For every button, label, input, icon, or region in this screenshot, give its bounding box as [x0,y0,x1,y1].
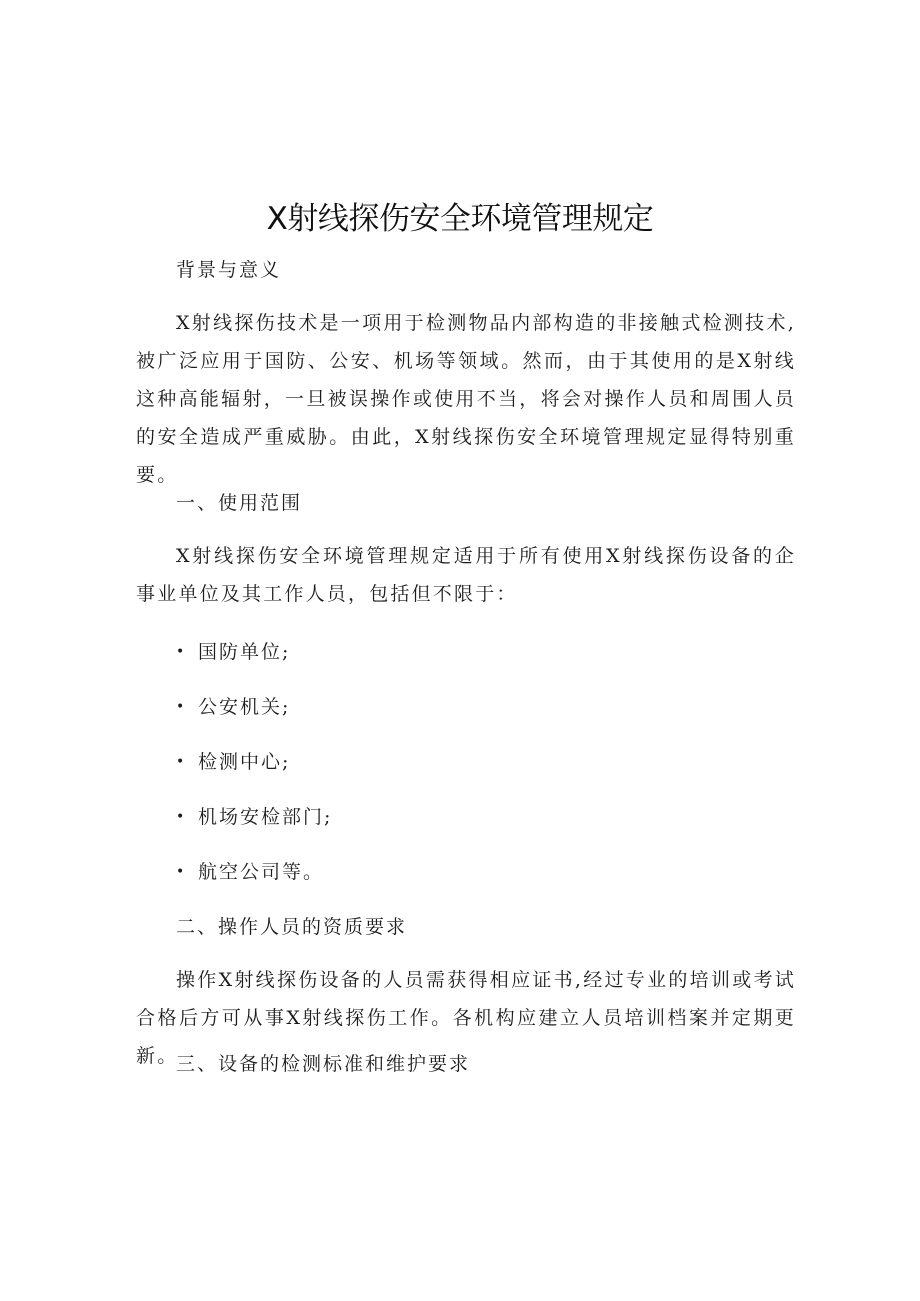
section-1-heading: 一、使用范围 [176,492,303,514]
background-paragraph: X射线探伤技术是一项用于检测物品内部构造的非接触式检测技术,被广泛应用于国防、公安、机场等领域。然而，由于其使用的是X射线这种高能辐射，一旦被误操作或使用不当，将会对操作人员和周围人员的安全造成严重威胁。由此，X射线探伤安全环境管理规定显得特别重要。 [136,312,796,486]
scope-item-text: 国防单位; [198,641,291,663]
bullet-icon: • [176,699,187,715]
scope-list-item [176,747,290,774]
bullet-icon: • [176,754,187,770]
scope-list-item [176,637,290,664]
scope-item-text: 航空公司等。 [198,861,325,883]
section-2-heading: 二、操作人员的资质要求 [176,916,408,938]
section-1-paragraph: X射线探伤安全环境管理规定适用于所有使用X射线探伤设备的企事业单位及其工作人员，包括但不限于： [136,545,796,605]
section-2-paragraph: 操作X射线探伤设备的人员需获得相应证书,经过专业的培训或考试合格后方可从事X射线探伤工作。各机构应建立人员培训档案并定期更新。 [136,969,796,1067]
bullet-icon: • [176,644,187,660]
scope-item-text: 公安机关; [198,696,291,718]
scope-list-item [176,857,324,884]
bullet-icon: • [176,809,187,825]
bullet-icon: • [176,864,187,880]
scope-list-item [176,692,290,719]
scope-list-item [176,802,332,829]
scope-item-text: 机场安检部门; [198,806,333,828]
background-heading: 背景与意义 [176,259,282,281]
scope-item-text: 检测中心; [198,751,291,773]
section-3-heading: 三、设备的检测标准和维护要求 [176,1053,471,1075]
document-title: X射线探伤安全环境管理规定 [266,201,654,237]
